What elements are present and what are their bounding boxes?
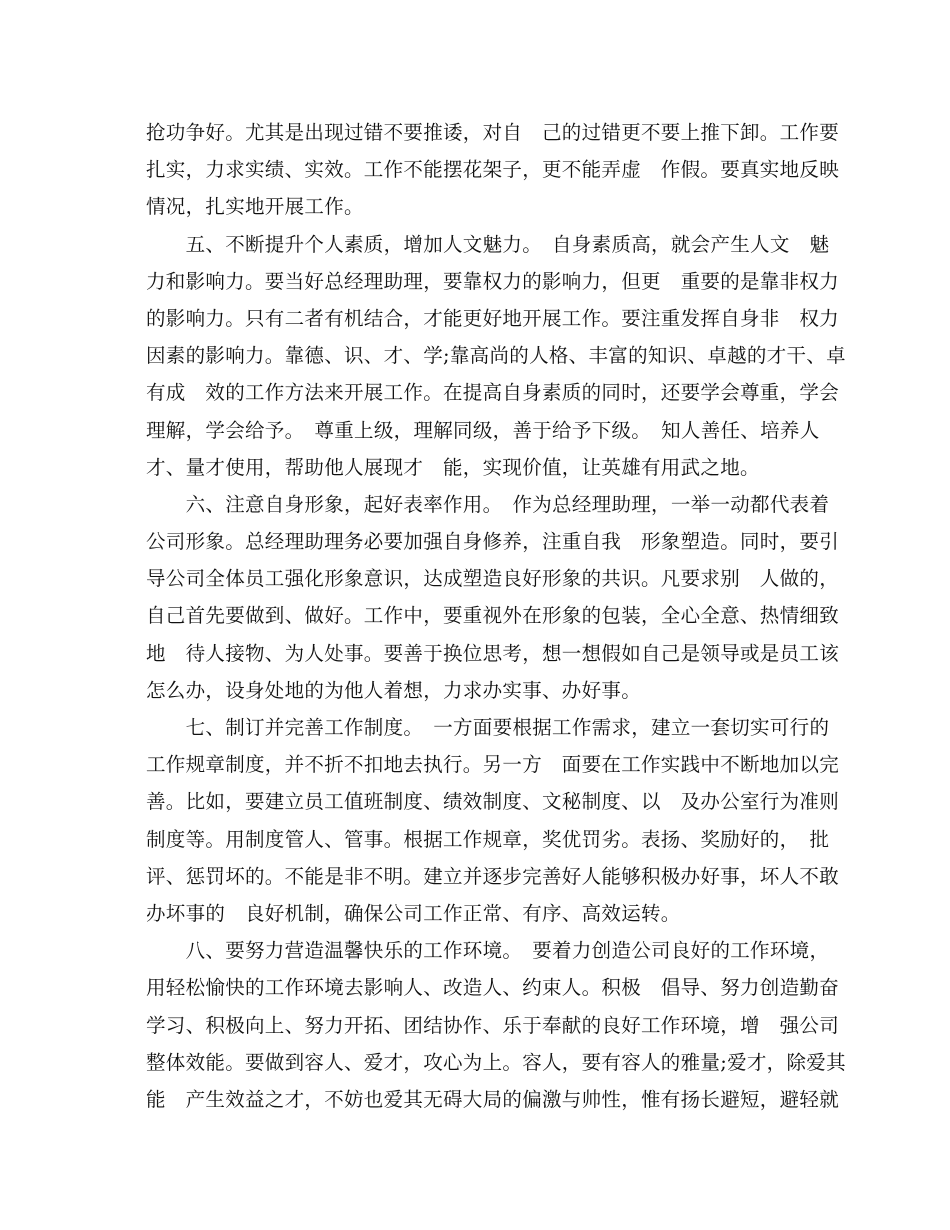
text-line: 善。比如，要建立员工值班制度、绩效制度、文秘制度、以 及办公室行为准则: [146, 790, 840, 814]
text-line: 工作规章制度，并不折不扣地去执行。另一方 面要在工作实践中不断地加以完: [146, 753, 840, 777]
text-line: 导公司全体员工强化形象意识，达成塑造良好形象的共识。凡要求别 人做的，: [146, 567, 840, 591]
text-line: 整体效能。要做到容人、爱才，攻心为上。容人，要有容人的雅量;爱才，除爱其: [146, 1050, 846, 1074]
text-line: 评、惩罚坏的。不能是非不明。建立并逐步完善好人能够积极办好事，坏人不敢: [146, 864, 840, 888]
text-line: 用轻松愉快的工作环境去影响人、改造人、约束人。积极 倡导、努力创造勤奋: [146, 976, 840, 1000]
text-line: 抢功争好。尤其是出现过错不要推诿，对自 己的过错更不要上推下卸。工作要: [146, 121, 840, 144]
text-line: 八、要努力营造温馨快乐的工作环境。 要着力创造公司良好的工作环境，: [146, 939, 830, 963]
text-line: 力和影响力。要当好总经理助理，要靠权力的影响力，但更 重要的是靠非权力: [146, 269, 840, 293]
text-line: 能 产生效益之才，不妨也爱其无碍大局的偏激与帅性，惟有扬长避短，避轻就: [146, 1087, 840, 1111]
text-line: 有成 效的工作方法来开展工作。在提高自身素质的同时，还要学会尊重，学会: [146, 381, 840, 405]
text-line: 因素的影响力。靠德、识、才、学;靠高尚的人格、丰富的知识、卓越的才干、卓: [146, 344, 846, 368]
body-text: [146, 114, 846, 1118]
text-line: 地 待人接物、为人处事。要善于换位思考，想一想假如自己是领导或是员工该: [146, 641, 840, 665]
text-line: 自己首先要做到、做好。工作中，要重视外在形象的包装，全心全意、热情细致: [146, 604, 840, 628]
text-line: 才、量才使用，帮助他人展现才 能，实现价值，让英雄有用武之地。: [146, 455, 760, 479]
text-line: 理解，学会给予。 尊重上级，理解同级，善于给予下级。 知人善任、培养人: [146, 418, 820, 442]
text-line: 六、注意自身形象，起好表率作用。 作为总经理助理，一举一动都代表着: [146, 492, 830, 516]
text-line: 七、制订并完善工作制度。 一方面要根据工作需求，建立一套切实可行的: [146, 716, 830, 739]
text-line: 扎实，力求实绩、实效。工作不能摆花架子，更不能弄虚 作假。要真实地反映: [146, 158, 840, 182]
text-line: 公司形象。总经理助理务必要加强自身修养，注重自我 形象塑造。同时，要引: [146, 530, 840, 554]
text-line: 学习、积极向上、努力开拓、团结协作、乐于奉献的良好工作环境，增 强公司: [146, 1013, 840, 1037]
text-line: 怎么办，设身处地的为他人着想，力求办实事、办好事。: [146, 678, 642, 702]
text-line: 的影响力。只有二者有机结合，才能更好地开展工作。要注重发挥自身非 权力: [146, 306, 840, 330]
text-line: 情况，扎实地开展工作。: [146, 195, 364, 219]
text-line: 办坏事的 良好机制，确保公司工作正常、有序、高效运转。: [146, 901, 681, 925]
text-line: 制度等。用制度管人、管事。根据工作规章，奖优罚劣。表扬、奖励好的， 批: [146, 827, 830, 851]
text-line: 五、不断提升个人素质，增加人文魅力。 自身素质高，就会产生人文 魅: [146, 232, 830, 256]
